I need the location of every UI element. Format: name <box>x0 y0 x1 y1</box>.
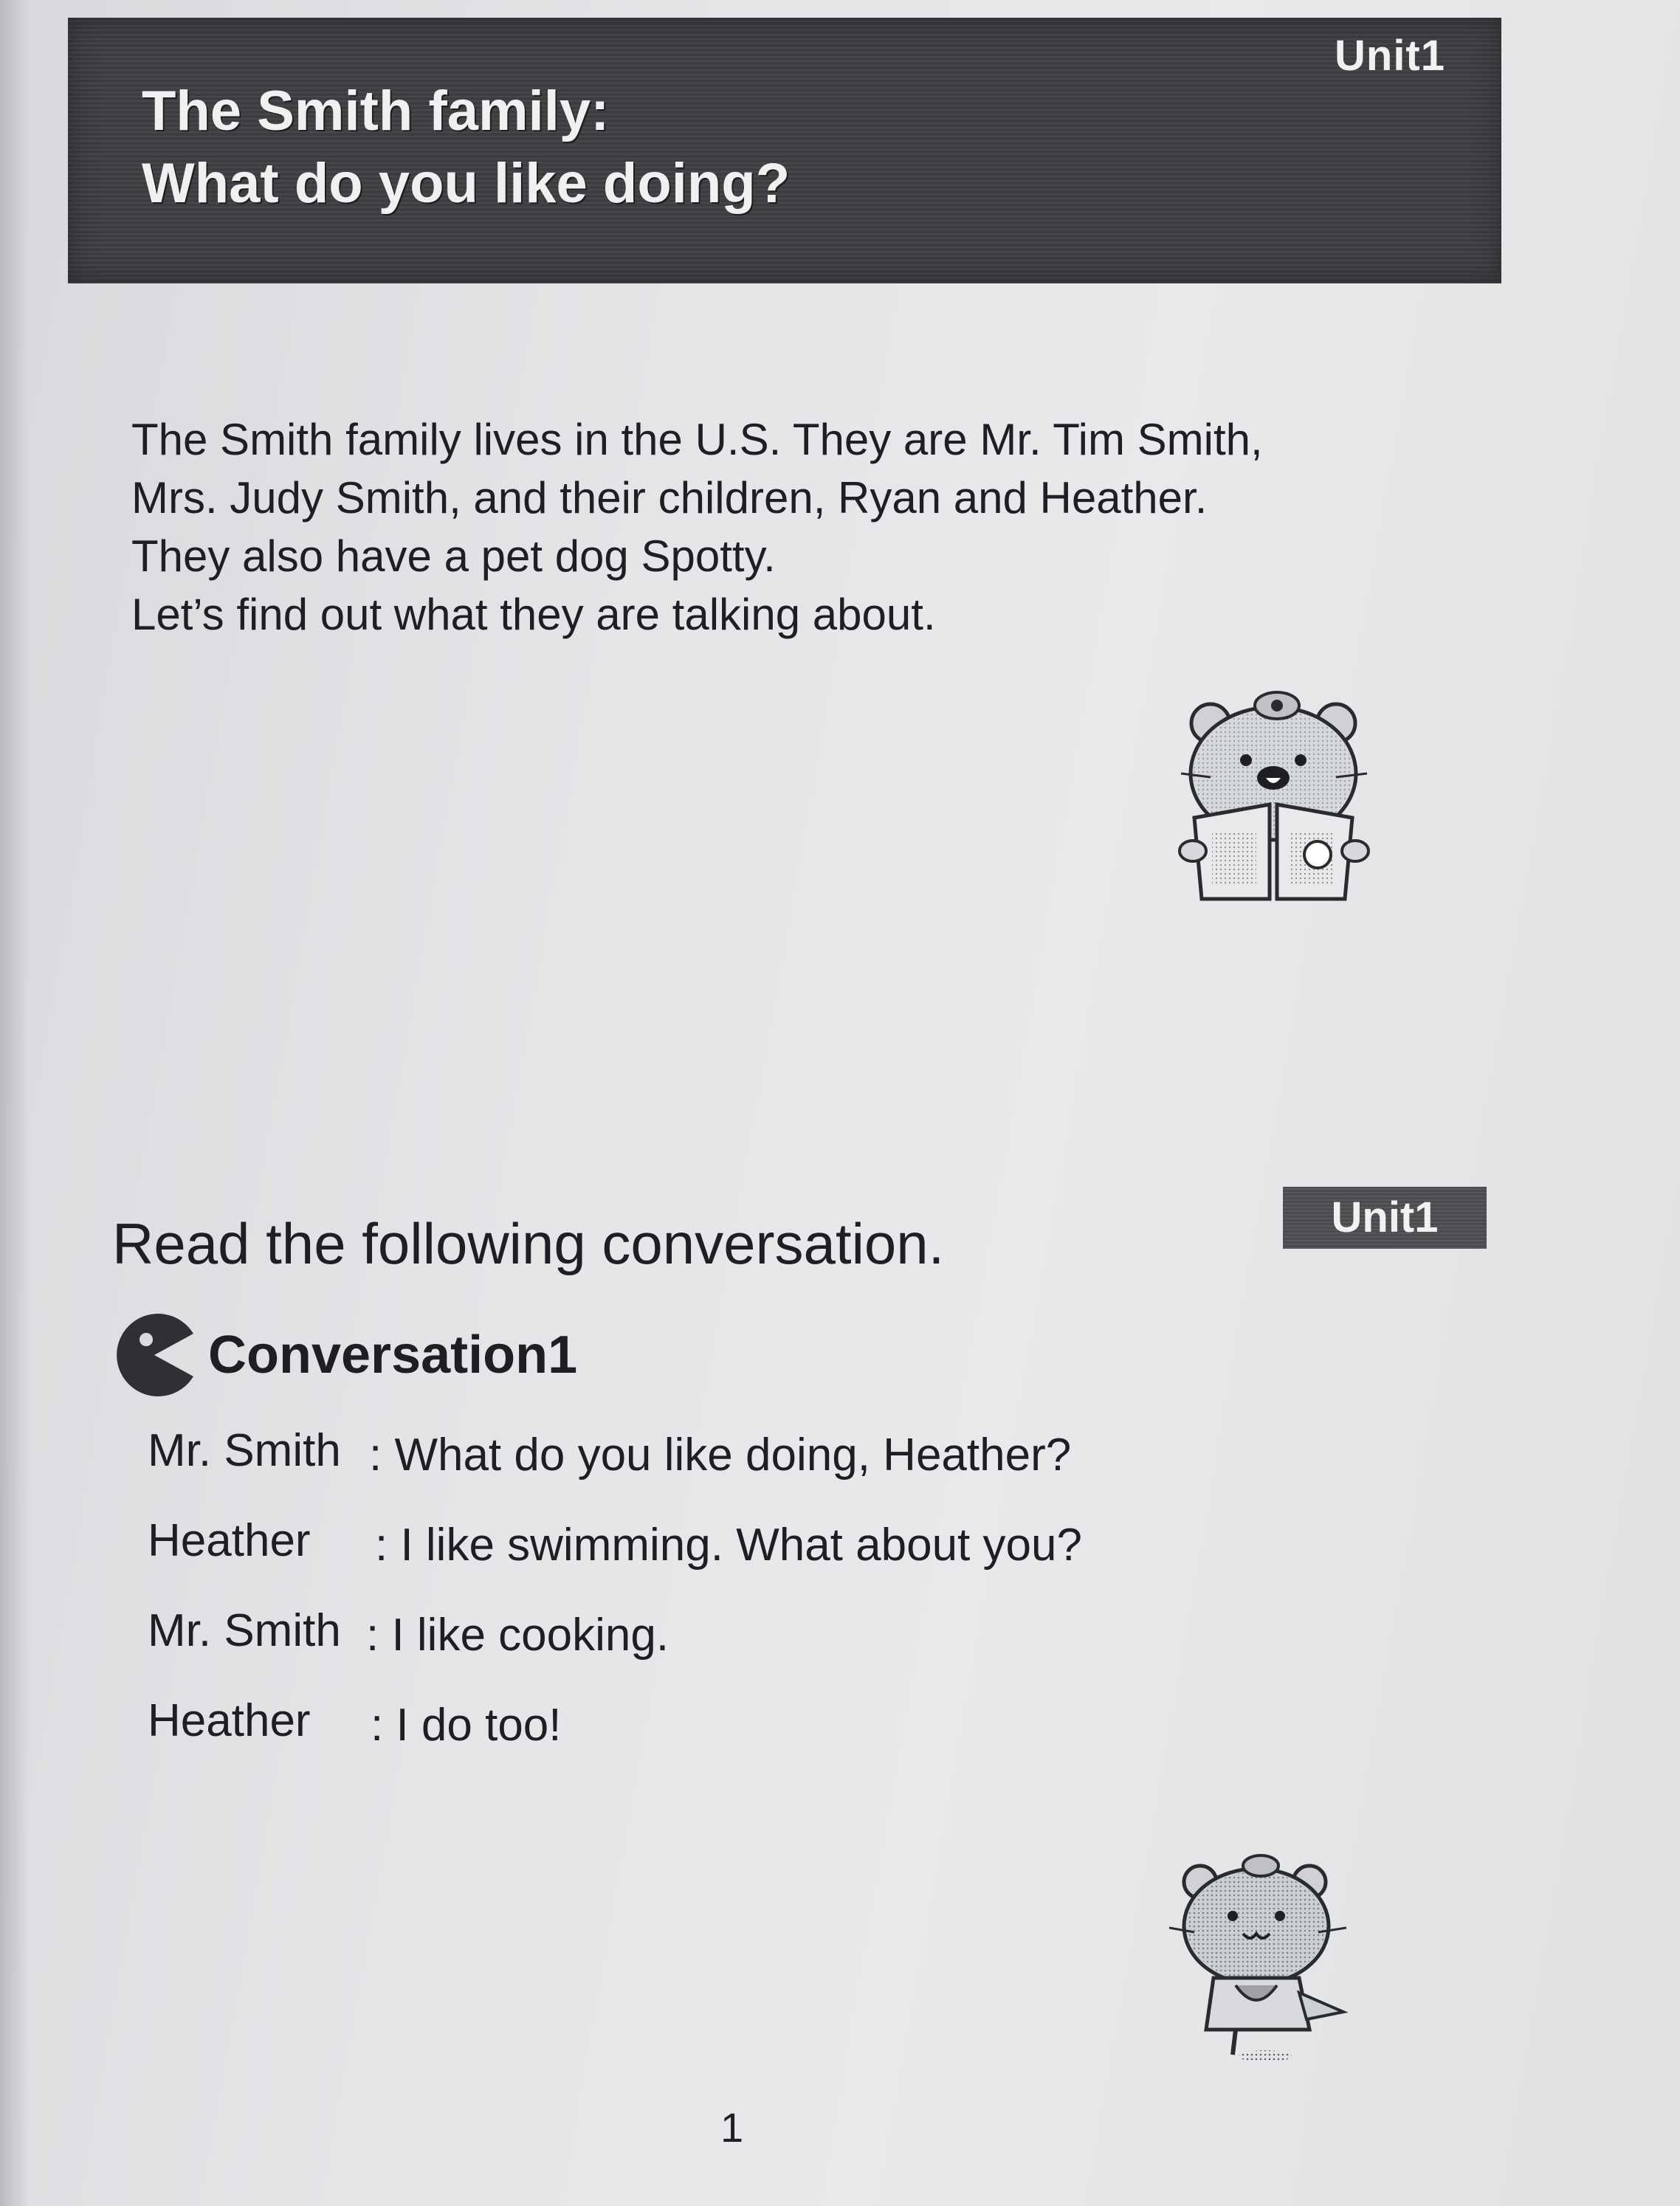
conversation-title: Conversation1 <box>208 1326 578 1385</box>
unit-badge: Unit1 <box>1283 1187 1487 1249</box>
dialogue-text: : I like swimming. What about you? <box>375 1520 1082 1571</box>
speaker-name: Heather <box>148 1695 311 1746</box>
dialogue-text: : I do too! <box>371 1700 562 1751</box>
speaker-name: Mr. Smith <box>148 1425 341 1476</box>
title-line-2: What do you like doing? <box>142 152 791 215</box>
speaker-name: Heather <box>148 1515 311 1566</box>
intro-paragraph <box>131 410 1263 644</box>
intro-line: They also have a pet dog Spotty. <box>131 531 776 581</box>
intro-line: The Smith family lives in the U.S. They are Mr. Tim Smith, <box>131 415 1263 464</box>
header-banner <box>68 18 1501 283</box>
section-instruction: Read the following conversation. <box>112 1211 945 1276</box>
conversation-heading <box>111 1311 577 1399</box>
speaker-name: Mr. Smith <box>148 1605 341 1656</box>
unit-label: Unit1 <box>1335 32 1445 80</box>
page-number: 1 <box>720 2104 744 2151</box>
pacman-icon <box>111 1311 198 1399</box>
intro-line: Mrs. Judy Smith, and their children, Ryan and Heather. <box>131 473 1208 523</box>
page-title <box>142 75 790 220</box>
intro-line: Let’s find out what they are talking about. <box>131 590 936 639</box>
page-shadow-edge <box>0 0 30 2206</box>
title-line-1: The Smith family: <box>142 80 610 142</box>
dialogue-text: : I like cooking. <box>366 1610 669 1661</box>
hamster-standing-icon <box>1162 1845 1355 2067</box>
dialogue-text: : What do you like doing, Heather? <box>369 1430 1072 1481</box>
hamster-reading-book-icon <box>1166 678 1380 914</box>
